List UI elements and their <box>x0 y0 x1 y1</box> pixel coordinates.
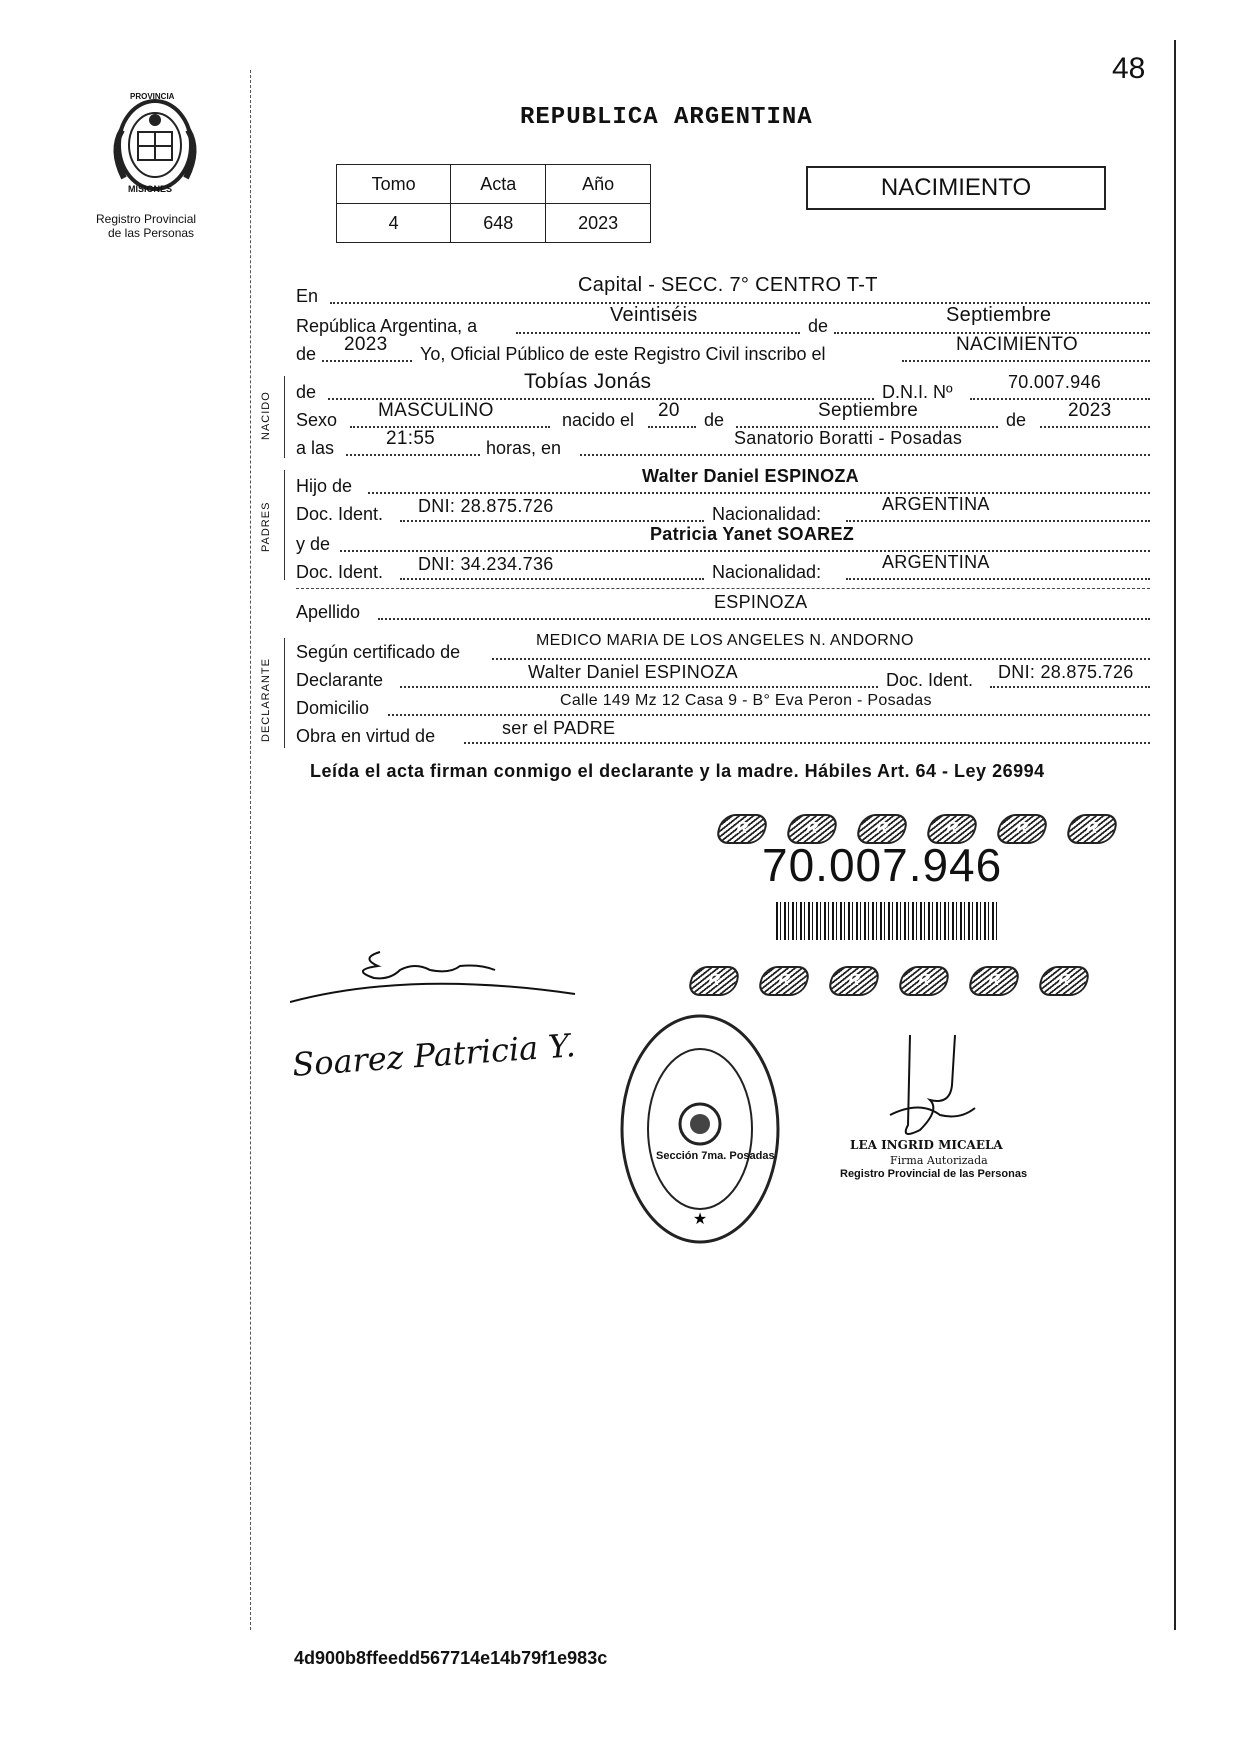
registry-name-line1: Registro Provincial <box>96 212 197 226</box>
year-dots <box>322 360 412 362</box>
registry-mark-icon: R <box>756 966 812 996</box>
mother-nat-label: Nacionalidad: <box>712 562 822 582</box>
declarante-dots <box>400 686 878 688</box>
side-label-padres: PADRES <box>260 501 272 552</box>
birth-de2-label: de <box>1006 410 1027 430</box>
apellido-dots <box>378 618 1150 620</box>
declarant-signature-text <box>380 946 481 971</box>
father-nat-dots <box>846 520 1150 522</box>
yde-label: y de <box>296 534 331 554</box>
svg-text:★: ★ <box>692 1209 708 1228</box>
official-office: Registro Provincial de las Personas <box>840 1168 1028 1180</box>
decl-doc-dots <box>990 686 1150 688</box>
father-doc-dots <box>400 520 704 522</box>
closing-text: Leída el acta firman conmigo el declarante y la madre. Hábiles Art. 64 - Ley 26994 <box>310 761 1045 781</box>
side-label-declarante: DECLARANTE <box>260 658 272 742</box>
day-dots <box>516 332 800 334</box>
alas-label: a las <box>296 438 335 458</box>
registry-mark-icon: R <box>994 814 1050 844</box>
official-oval-seal <box>618 1012 782 1246</box>
place-dots <box>580 454 1150 456</box>
domicilio-dots <box>388 714 1150 716</box>
father-doc: DNI: 28.875.726 <box>418 496 554 516</box>
barcode <box>776 902 998 940</box>
seal-inner-text: Sección 7ma. Posadas <box>656 1150 775 1162</box>
year-prefix-label: de <box>296 344 317 364</box>
time-dots <box>346 454 480 456</box>
mother-signature: Soarez Patricia Y. <box>291 1026 577 1084</box>
father-nat-label: Nacionalidad: <box>712 504 822 524</box>
seal-top-text: PROVINCIA <box>130 92 175 101</box>
segun-dots <box>492 658 1150 660</box>
mother-name-dots <box>340 550 1150 552</box>
registry-mark-icon: R <box>686 966 742 996</box>
republica-label: República Argentina, a <box>296 316 478 336</box>
sexo-value: MASCULINO <box>378 400 494 421</box>
birth-year: 2023 <box>1068 400 1112 421</box>
obra-label: Obra en virtud de <box>296 726 436 746</box>
yo-label: Yo, Oficial Público de este Registro Civil inscribo el <box>420 344 826 364</box>
father-name-dots <box>368 492 1150 494</box>
official-name: LEA INGRID MICAELA <box>850 1138 1003 1152</box>
dni-value: 70.007.946 <box>1008 372 1102 392</box>
dni-label: D.N.I. Nº <box>882 382 953 402</box>
registry-mark-icon: R <box>784 814 840 844</box>
declarante-bracket <box>284 638 285 748</box>
en-value: Capital - SECC. 7° CENTRO T-T <box>578 274 878 296</box>
decl-doc-value: DNI: 28.875.726 <box>998 662 1134 682</box>
country-title: REPUBLICA ARGENTINA <box>520 104 813 131</box>
sexo-dots <box>350 426 550 428</box>
year-value: 2023 <box>344 334 388 355</box>
birth-day-dots <box>648 426 696 428</box>
anio-value: 2023 <box>546 204 651 243</box>
name-value: Tobías Jonás <box>524 370 652 393</box>
birth-year-dots <box>1040 426 1150 428</box>
domicilio-value: Calle 149 Mz 12 Casa 9 - B° Eva Peron - Posadas <box>560 692 932 709</box>
document-type-box <box>806 166 1106 210</box>
mother-name: Patricia Yanet SOAREZ <box>650 524 855 544</box>
registry-mark-icon: R <box>1036 966 1092 996</box>
anio-header: Año <box>546 165 651 204</box>
mother-nat-dots <box>846 578 1150 580</box>
document-type: NACIMIENTO <box>880 174 1032 201</box>
obra-dots <box>464 742 1150 744</box>
mother-doc: DNI: 34.234.736 <box>418 554 554 574</box>
apellido-label: Apellido <box>296 602 361 622</box>
act-dots <box>902 360 1150 362</box>
sexo-label: Sexo <box>296 410 338 430</box>
tomo-header: Tomo <box>337 165 451 204</box>
registry-mark-icon: R <box>714 814 770 844</box>
obra-value: ser el PADRE <box>502 718 616 738</box>
official-title: Firma Autorizada <box>890 1154 988 1167</box>
segun-label: Según certificado de <box>296 642 461 662</box>
registry-mark-icon: R <box>966 966 1022 996</box>
father-name: Walter Daniel ESPINOZA <box>642 466 859 486</box>
nacido-bracket <box>284 376 285 458</box>
stamp-number: 70.007.946 <box>762 839 1003 891</box>
act-value: NACIMIENTO <box>956 334 1078 355</box>
padres-separator <box>296 588 1150 589</box>
decl-doc-label: Doc. Ident. <box>886 670 974 690</box>
stamp-marks-bottom <box>690 966 1110 996</box>
mother-nat: ARGENTINA <box>882 552 990 572</box>
padres-bracket <box>284 470 285 580</box>
right-margin-line <box>1174 40 1176 1630</box>
declarante-value: Walter Daniel ESPINOZA <box>528 662 738 682</box>
name-label: de <box>296 382 317 402</box>
nacido-label: nacido el <box>562 410 635 430</box>
record-table <box>336 164 651 243</box>
registry-name-line2: de las Personas <box>108 226 195 240</box>
birth-day: 20 <box>658 400 680 421</box>
father-nat: ARGENTINA <box>882 494 990 514</box>
de-label: de <box>808 316 829 336</box>
registry-mark-icon: R <box>924 814 980 844</box>
month-value: Septiembre <box>946 304 1052 326</box>
time-value: 21:55 <box>386 428 436 449</box>
document-hash: 4d900b8ffeedd567714e14b79f1e983c <box>294 1648 608 1668</box>
registry-mark-icon: R <box>1064 814 1120 844</box>
father-doc-label: Doc. Ident. <box>296 504 384 524</box>
seal-bottom-text: MISIONES <box>128 184 173 194</box>
place-value: Sanatorio Boratti - Posadas <box>734 428 963 448</box>
registry-mark-icon: R <box>826 966 882 996</box>
page-number: 48 <box>1112 52 1146 85</box>
dni-dots <box>970 398 1150 400</box>
domicilio-label: Domicilio <box>296 698 370 718</box>
declarante-label: Declarante <box>296 670 384 690</box>
left-margin-line <box>250 70 251 1630</box>
hijo-label: Hijo de <box>296 476 353 496</box>
birth-de-label: de <box>704 410 725 430</box>
mother-doc-dots <box>400 578 704 580</box>
tomo-value: 4 <box>337 204 451 243</box>
mother-doc-label: Doc. Ident. <box>296 562 384 582</box>
registry-mark-icon: R <box>896 966 952 996</box>
side-label-nacido: NACIDO <box>260 391 272 440</box>
official-signature <box>880 1030 980 1150</box>
registry-mark-icon: R <box>854 814 910 844</box>
birth-month: Septiembre <box>818 400 919 421</box>
acta-header: Acta <box>451 165 546 204</box>
horas-label: horas, en <box>486 438 562 458</box>
acta-value: 648 <box>451 204 546 243</box>
en-label: En <box>296 286 319 306</box>
apellido-value: ESPINOZA <box>714 592 808 612</box>
segun-value: MEDICO MARIA DE LOS ANGELES N. ANDORNO <box>536 632 914 649</box>
day-value: Veintiséis <box>610 304 698 326</box>
